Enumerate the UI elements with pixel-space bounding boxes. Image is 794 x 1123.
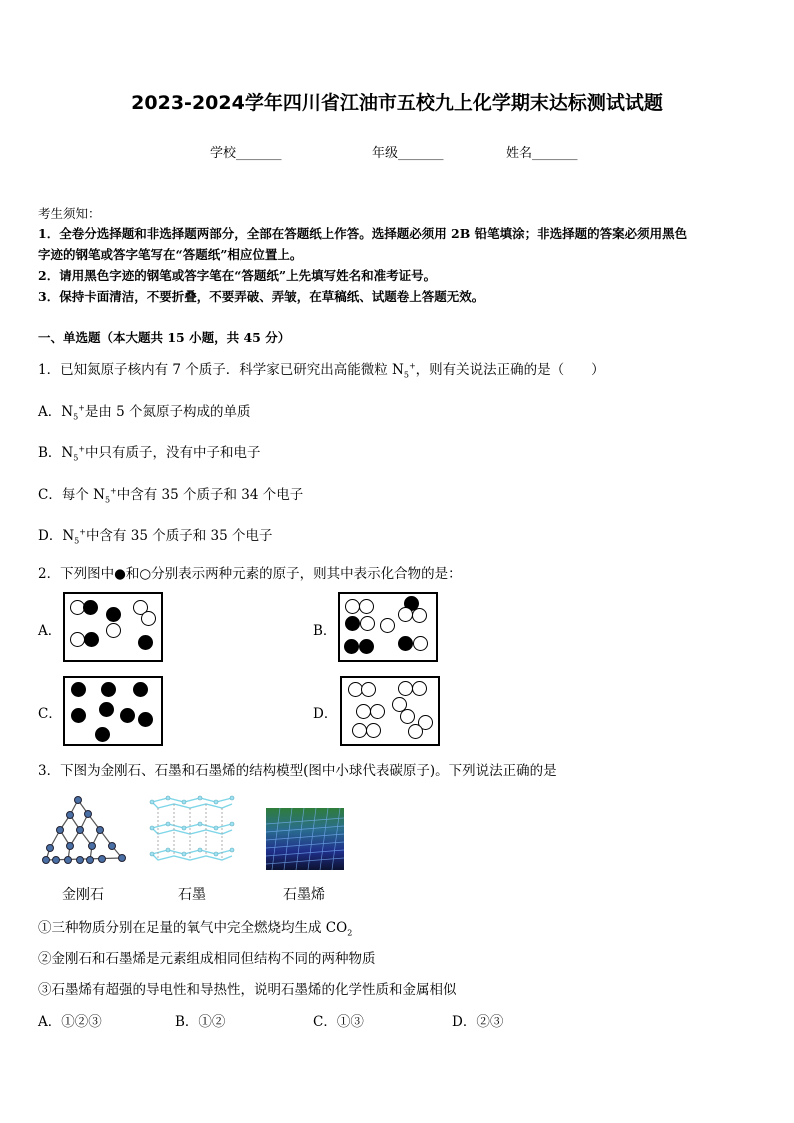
school-field: 学校_______ xyxy=(210,146,282,161)
black-atom xyxy=(133,682,148,697)
white-atom xyxy=(366,723,381,738)
white-atom xyxy=(412,681,427,696)
white-atom xyxy=(398,681,413,696)
q2-diagram-c[interactable] xyxy=(63,676,163,746)
white-atom xyxy=(70,632,85,647)
white-atom xyxy=(398,607,413,622)
white-atom xyxy=(400,709,415,724)
white-atom xyxy=(345,599,360,614)
graphene-structure-image xyxy=(266,808,344,870)
white-atom xyxy=(413,636,428,651)
page-title: 2023-2024学年四川省江油市五校九上化学期末达标测试试题 xyxy=(131,92,663,114)
black-atom xyxy=(106,607,121,622)
diamond-structure-image xyxy=(40,790,130,870)
q3-option-c[interactable]: C．①③ xyxy=(313,1014,364,1030)
black-atom xyxy=(344,639,359,654)
name-field: 姓名_______ xyxy=(506,146,578,161)
q3-statement-1: ①三种物质分别在足量的氧气中完全燃烧均生成 $CO_2$ xyxy=(38,920,353,938)
white-atom xyxy=(408,724,423,739)
white-atom xyxy=(380,618,395,633)
q3-option-b[interactable]: B．①② xyxy=(175,1014,226,1030)
notice-item-1: 1．全卷分选择题和非选择题两部分，全部在答题纸上作答。选择题必须用 2B 铅笔填涂；非选择题的答案必须用黑色 xyxy=(38,226,688,241)
black-atom xyxy=(83,600,98,615)
black-atom xyxy=(71,708,86,723)
black-atom xyxy=(120,708,135,723)
white-atom xyxy=(359,599,374,614)
q3-option-a[interactable]: A．①②③ xyxy=(38,1014,102,1030)
black-atom xyxy=(398,636,413,651)
q2-diagram-b[interactable] xyxy=(338,592,438,662)
question-2-stem: 2．下列图中●和○分别表示两种元素的原子，则其中表示化合物的是： xyxy=(38,566,462,582)
black-atom xyxy=(71,682,86,697)
white-atom xyxy=(356,704,371,719)
black-atom xyxy=(99,702,114,717)
q2-option-c-label[interactable]: C． xyxy=(38,706,62,722)
q2-option-d-label[interactable]: D． xyxy=(313,706,338,722)
notice-item-1-cont: 字迹的钢笔或答字笔写在“答题纸”相应位置上。 xyxy=(38,247,303,262)
graphite-structure-image xyxy=(148,794,236,866)
q2-diagram-a[interactable] xyxy=(63,592,163,662)
graphite-caption: 石墨 xyxy=(178,887,206,903)
black-atom xyxy=(95,727,110,742)
graphene-caption: 石墨烯 xyxy=(283,887,325,903)
diamond-caption: 金刚石 xyxy=(62,887,104,903)
black-atom xyxy=(359,639,374,654)
black-atom xyxy=(138,635,153,650)
notice-item-2: 2．请用黑色字迹的钢笔或答字笔在“答题纸”上先填写姓名和准考证号。 xyxy=(38,268,437,283)
white-atom xyxy=(360,616,375,631)
q1-option-b[interactable]: B．$N_5^+$中只有质子，没有中子和电子 xyxy=(38,444,261,463)
white-atom xyxy=(412,608,427,623)
q1-option-c[interactable]: C．每个 $N_5^+$中含有 35 个质子和 34 个电子 xyxy=(38,486,304,505)
q2-option-b-label[interactable]: B． xyxy=(313,623,337,639)
white-atom xyxy=(361,682,376,697)
section-heading: 一、单选题（本大题共 15 小题，共 45 分） xyxy=(38,330,291,345)
grade-field: 年级_______ xyxy=(372,146,444,161)
question-3-stem: 3．下图为金刚石、石墨和石墨烯的结构模型(图中小球代表碳原子)。下列说法正确的是 xyxy=(38,763,557,779)
q3-statement-3: ③石墨烯有超强的导电性和导热性，说明石墨烯的化学性质和金属相似 xyxy=(38,982,457,998)
white-atom xyxy=(352,723,367,738)
white-atom xyxy=(370,704,385,719)
q3-statement-2: ②金刚石和石墨烯是元素组成相同但结构不同的两种物质 xyxy=(38,951,376,967)
notice-item-3: 3．保持卡面清洁，不要折叠，不要弄破、弄皱，在草稿纸、试题卷上答题无效。 xyxy=(38,289,485,304)
white-atom xyxy=(141,611,156,626)
question-1-stem: 1．已知氮原子核内有 7 个质子．科学家已研究出高能微粒 $N_5^+$，则有关说法正确的是（ ） xyxy=(38,361,605,380)
q2-option-a-label[interactable]: A． xyxy=(38,623,62,639)
black-atom xyxy=(84,632,99,647)
q1-option-a[interactable]: A．$N_5^+$是由 5 个氮原子构成的单质 xyxy=(38,403,251,422)
black-atom xyxy=(138,712,153,727)
q3-option-d[interactable]: D．②③ xyxy=(452,1014,504,1030)
q1-option-d[interactable]: D．$N_5^+$中含有 35 个质子和 35 个电子 xyxy=(38,527,273,546)
black-atom xyxy=(101,682,116,697)
q2-diagram-d[interactable] xyxy=(340,676,440,746)
notice-heading: 考生须知： xyxy=(38,206,101,221)
black-atom xyxy=(345,616,360,631)
white-atom xyxy=(106,623,121,638)
